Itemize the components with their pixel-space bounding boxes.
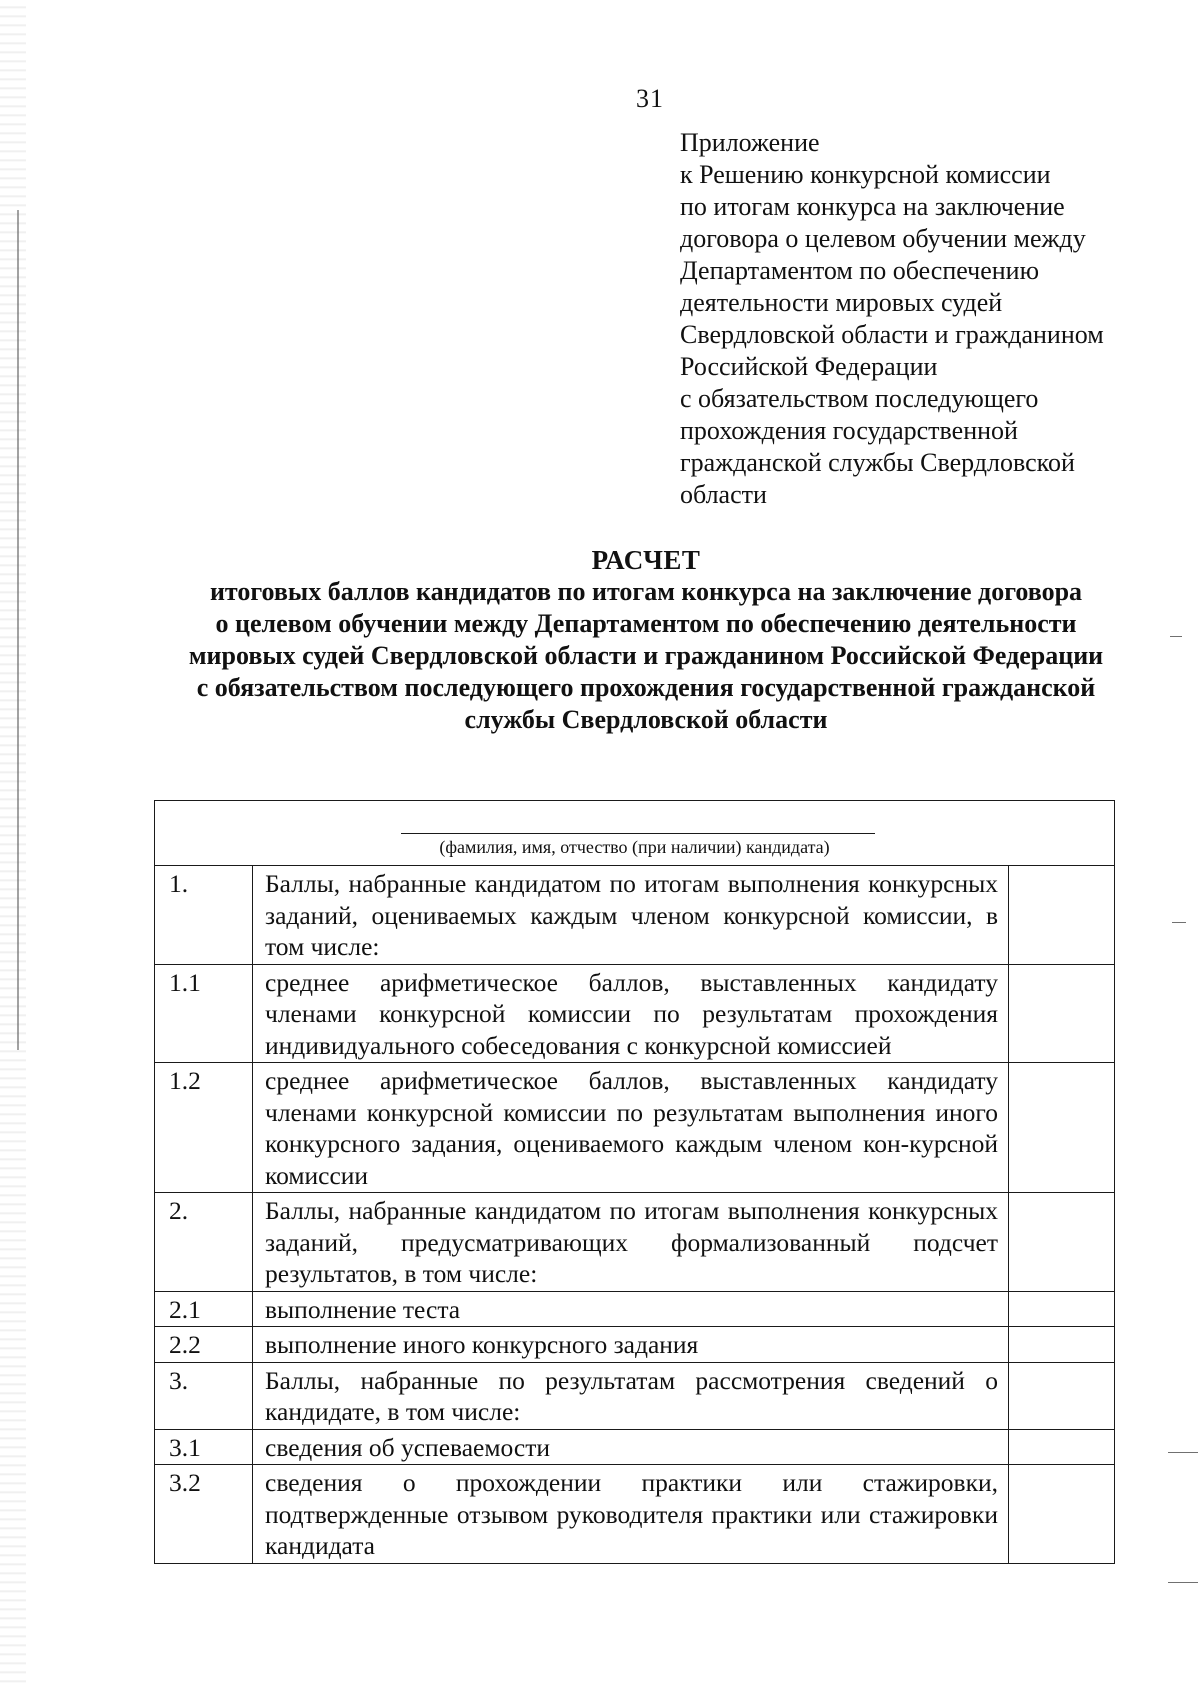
row-description: Баллы, набранные по результатам рассмотрения сведений о кандидате, в том числе: [253,1362,1009,1429]
row-score-cell [1009,964,1115,1063]
row-score-cell [1009,866,1115,965]
appendix-line: Приложение [680,128,820,157]
appendix-line: деятельности мировых судей [680,288,1003,317]
scan-edge-artifact [0,0,26,1686]
margin-mark [1168,1452,1198,1453]
row-description: Баллы, набранные кандидатом по итогам выполнения конкурсных заданий, оцениваемых каждым членом конкурсной комиссии, в том числе: [253,866,1009,965]
margin-mark [1168,1582,1198,1583]
row-number: 2.1 [155,1291,253,1327]
subtitle-line: итоговых баллов кандидатов по итогам конкурса на заключение договора [209,577,1083,606]
margin-mark [1172,922,1186,923]
appendix-line: договора о целевом обучении между [680,224,1086,253]
appendix-line: прохождения государственной [680,416,1018,445]
subtitle-line: мировых судей Свердловской области и гражданином Российской Федерации [188,641,1104,670]
row-description: выполнение иного конкурсного задания [253,1327,1009,1363]
row-number: 2.2 [155,1327,253,1363]
table-row [155,964,1115,1063]
table-row [155,1063,1115,1193]
row-score-cell [1009,1327,1115,1363]
row-score-cell [1009,1465,1115,1564]
row-description: сведения о прохождении практики или стажировки, подтвержденные отзывом руководителя практики или стажировки кандидата [253,1465,1009,1564]
row-score-cell [1009,1429,1115,1465]
candidate-name-cell [155,801,1115,866]
table-row [155,1193,1115,1292]
candidate-name-line [401,833,875,834]
row-score-cell [1009,1291,1115,1327]
page-number: 31 [636,84,664,113]
candidate-header-row [155,801,1115,866]
appendix-line: к Решению конкурсной комиссии [680,160,1051,189]
row-description: Баллы, набранные кандидатом по итогам выполнения конкурсных заданий, предусматривающих формализованный подсчет результатов, в том числе: [253,1193,1009,1292]
table-row [155,1429,1115,1465]
row-description: среднее арифметическое баллов, выставленных кандидату членами конкурсной комиссии по результатам прохождения индивидуального собеседования с конкурсной комиссией [253,964,1009,1063]
row-score-cell [1009,1362,1115,1429]
row-number: 3.1 [155,1429,253,1465]
table-row [155,866,1115,965]
appendix-line: гражданской службы Свердловской [680,448,1075,477]
row-number: 1.2 [155,1063,253,1193]
appendix-line: по итогам конкурса на заключение [680,192,1065,221]
subtitle-line: с обязательством последующего прохождения государственной гражданской [196,673,1096,702]
subtitle-line: о целевом обучении между Департаментом по обеспечению деятельности [215,609,1077,638]
appendix-line: с обязательством последующего [680,384,1039,413]
row-number: 1. [155,866,253,965]
row-description: среднее арифметическое баллов, выставленных кандидату членами конкурсной комиссии по результатам выполнения иного конкурсного задания, оцениваемого каждым членом кон-курсной комиссии [253,1063,1009,1193]
row-number: 3. [155,1362,253,1429]
appendix-line: Свердловской области и гражданином [680,320,1104,349]
table-row [155,1362,1115,1429]
appendix-block [680,127,1180,511]
table-row [155,1327,1115,1363]
table-row [155,1291,1115,1327]
margin-mark [1170,636,1182,637]
row-description: сведения об успеваемости [253,1429,1009,1465]
candidate-caption: (фамилия, имя, отчество (при наличии) кандидата) [439,837,830,857]
document-title: РАСЧЕТ [591,545,701,575]
score-table [154,800,1115,1564]
table-row [155,1465,1115,1564]
appendix-line: области [680,480,767,509]
row-number: 3.2 [155,1465,253,1564]
row-description: выполнение теста [253,1291,1009,1327]
appendix-line: Департаментом по обеспечению [680,256,1040,285]
subtitle-line: службы Свердловской области [464,705,828,734]
document-subtitle [150,576,1142,736]
appendix-line: Российской Федерации [680,352,938,381]
row-number: 1.1 [155,964,253,1063]
row-number: 2. [155,1193,253,1292]
row-score-cell [1009,1063,1115,1193]
row-score-cell [1009,1193,1115,1292]
